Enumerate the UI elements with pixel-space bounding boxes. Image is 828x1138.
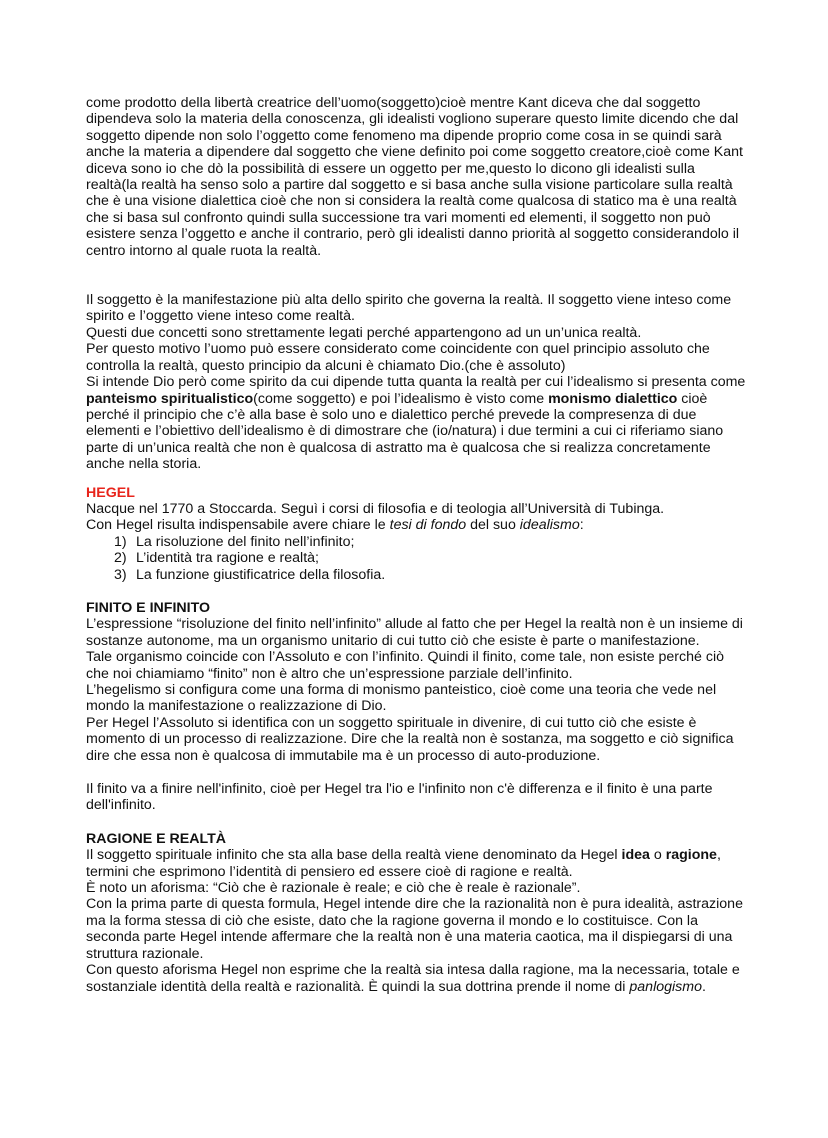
thesis-text: La risoluzione del finito nell’infinito; <box>136 533 355 550</box>
spacer <box>86 473 746 485</box>
spirit-text-c: cioè perché il principio che c’è alla base è solo uno e dialettico perché prevede la compresenza di due elementi e l’obiettivo dell’idealismo è di dimostrare che (io/natura) i due termini a cui ci riferiamo siano parte di un’unica realtà che non è qualcosa di astratto ma è qualcosa che si realizza concretamente anche nella storia. <box>86 390 724 473</box>
ragione-p1-c: , termini che esprimono l’identità di pensiero ed essere cioè di ragione e realtà. <box>86 847 721 880</box>
document-page <box>86 95 746 995</box>
ragione-p2: È noto un aforisma: “Ciò che è razionale è reale; e ciò che è reale è razionale”. <box>86 880 581 897</box>
spirit-line-1: Il soggetto è la manifestazione più alta dello spirito che governa la realtà. Il soggetto viene inteso come spirito e l’oggetto viene inteso come realtà. <box>86 292 732 325</box>
ragione-p4-text: Con questo aforisma Hegel non esprime che la realtà sia intesa dalla ragione, ma la necessaria, totale e sostanziale identità della realtà e razionalità. È quindi la sua dottrina prende il nome di <box>86 962 740 995</box>
spacer <box>86 814 746 831</box>
spirit-text-a: Si intende Dio però come spirito da cui dipende tutta quanta la realtà per cui l’idealismo si presenta come <box>86 374 746 391</box>
finito-heading: FINITO E INFINITO <box>86 599 211 616</box>
ragione-heading: RAGIONE E REALTÀ <box>86 830 227 847</box>
hegel-bio: Nacque nel 1770 a Stoccarda. Seguì i corsi di filosofia e di teologia all’Università di Tubinga. <box>86 500 665 517</box>
finito-p3: L’hegelismo si configura come una forma di monismo panteistico, cioè come una teoria che vede nel mondo la manifestazione o realizzazione di Dio. <box>86 682 717 715</box>
ragione-p4 <box>86 962 746 995</box>
hegel-intro-b: del suo <box>466 517 520 534</box>
thesis-item <box>114 567 746 583</box>
thesis-number: 1) <box>114 533 127 550</box>
hegel-intro-idealismo: idealismo <box>519 517 580 534</box>
spacer <box>86 764 746 781</box>
theses-list <box>86 534 746 583</box>
term-monismo: monismo dialettico <box>548 390 678 407</box>
spirit-line-2: Questi due concetti sono strettamente legati perché appartengono ad un un’unica realtà. <box>86 324 642 341</box>
thesis-item <box>114 550 746 566</box>
term-ragione: ragione <box>665 847 717 864</box>
ragione-p1-a: Il soggetto spirituale infinito che sta alla base della realtà viene denominato da Hegel <box>86 847 622 864</box>
spacer <box>86 583 746 600</box>
finito-p4: Per Hegel l’Assoluto si identifica con un soggetto spirituale in divenire, di cui tutto ciò che esiste è momento di un processo di realizzazione. Dire che la realtà non è sostanza, ma soggetto e ciò significa dire che essa non è qualcosa di immutabile ma è un processo di auto-produzione. <box>86 714 734 764</box>
thesis-text: La funzione giustificatrice della filosofia. <box>136 566 386 583</box>
hegel-intro-tesi: tesi di fondo <box>389 517 467 534</box>
ragione-p1-b: o <box>649 847 666 864</box>
thesis-number: 3) <box>114 566 127 583</box>
thesis-number: 2) <box>114 550 127 567</box>
thesis-text: L’identità tra ragione e realtà; <box>136 550 319 567</box>
intro-paragraph: come prodotto della libertà creatrice dell’uomo(soggetto)cioè mentre Kant diceva che dal soggetto dipendeva solo la materia della conoscenza, gli idealisti vogliono superare questo limite dicendo che dal soggetto dipende non solo l’oggetto come fenomeno ma dipende proprio come cosa in se quindi sarà anche la materia a dipendere dal soggetto che viene definito poi come soggetto creatore,cioè come Kant diceva sono io che dò la possibilità di essere un oggetto per me,questo lo dicono gli idealisti sulla realtà(la realtà ha senso solo a partire dal soggetto e si basa anche sulla visione particolare sulla realtà che è una visione dialettica cioè che non si considera la realtà come qualcosa di statico ma è una realtà che si basa sul confronto quindi sulla successione tra vari momenti ed elementi, il soggetto non può esistere senza l’oggetto e anche il contrario, però gli idealisti danno priorità al soggetto considerandolo il centro intorno al quale ruota la realtà. <box>86 95 743 259</box>
spirit-text-b: (come soggetto) e poi l’idealismo è visto come <box>253 390 549 407</box>
spirit-line-3: Per questo motivo l’uomo può essere considerato come coincidente con quel principio assoluto che controlla la realtà, questo principio da alcuni è chiamato Dio.(che è assoluto) <box>86 341 710 374</box>
term-panlogismo: panlogismo <box>629 978 702 995</box>
finito-p1: L’espressione “risoluzione del finito nell’infinito” allude al fatto che per Hegel la realtà non è un insieme di sostanze autonome, ma un organismo unitario di cui tutto ciò che esiste è parte o manifestazione. <box>86 616 743 649</box>
term-panteismo: panteismo spiritualistico <box>86 390 254 407</box>
spirit-line-4 <box>86 374 746 472</box>
spacer <box>86 259 746 292</box>
ragione-p3: Con la prima parte di questa formula, Hegel intende dire che la razionalità non è pura idealità, astrazione ma la forma stessa di ciò che esiste, dato che la ragione governa il mondo e lo costituisce. Con la seconda parte Hegel intende affermare che la realtà non è una materia caotica, ma il dispiegarsi di una struttura razionale. <box>86 896 743 962</box>
hegel-heading: HEGEL <box>86 484 135 501</box>
ragione-p4-end: . <box>701 978 706 995</box>
hegel-intro <box>86 517 746 533</box>
term-idea: idea <box>621 847 650 864</box>
hegel-intro-a: Con Hegel risulta indispensabile avere chiare le <box>86 517 390 534</box>
thesis-item <box>114 534 746 550</box>
finito-p2: Tale organismo coincide con l’Assoluto e con l’infinito. Quindi il finito, come tale, non esiste perché ciò che noi chiamiamo “finito” non è altro che un’espressione parziale dell’infinito. <box>86 649 724 682</box>
ragione-p1 <box>86 847 746 880</box>
finito-p5: Il finito va a finire nell'infinito, cioè per Hegel tra l'io e l'infinito non c'è differenza e il finito è una parte dell'infinito. <box>86 781 713 814</box>
hegel-intro-c: : <box>579 517 584 534</box>
